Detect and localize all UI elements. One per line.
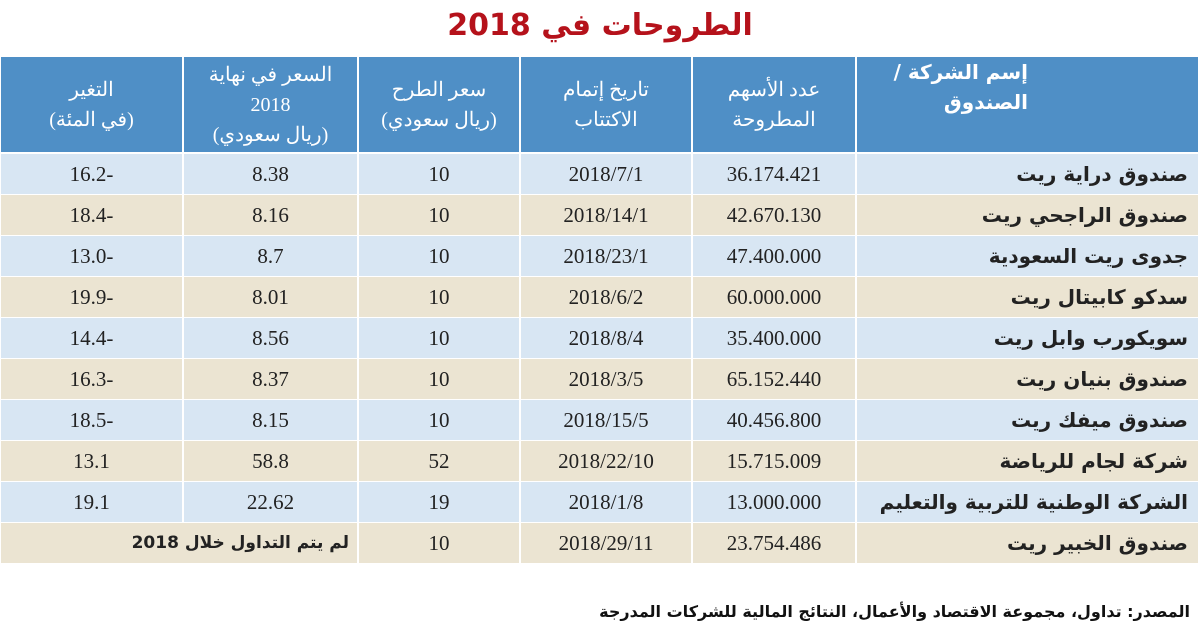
cell-ipo-price: 10 [357, 277, 519, 317]
cell-change: -19.9 [69, 284, 114, 309]
cell-change: -18.5 [69, 407, 114, 432]
cell-end-price: 8.01 [182, 277, 357, 317]
cell-change: 13.1 [73, 448, 110, 473]
header-shares: عدد الأسهم المطروحة [691, 57, 855, 152]
cell-change: -13.0 [69, 243, 114, 268]
table-header [1, 57, 1198, 154]
cell-end-price: 8.37 [182, 359, 357, 399]
cell-name: صندوق بنيان ريت [855, 359, 1198, 399]
table-row [1, 400, 1198, 441]
header-date: تاريخ إتمام الاكتتاب [519, 57, 691, 152]
table-row [1, 236, 1198, 277]
cell-date: 2018/29/11 [519, 523, 691, 563]
cell-date: 2018/7/1 [519, 154, 691, 194]
source-note: المصدر: تداول، مجموعة الاقتصاد والأعمال، النتائج المالية للشركات المدرجة [599, 602, 1190, 621]
cell-shares: 42.670.130 [691, 195, 855, 235]
table-row [1, 277, 1198, 318]
table-row [1, 482, 1198, 523]
cell-shares: 35.400.000 [691, 318, 855, 358]
cell-ipo-price: 10 [357, 318, 519, 358]
table-body [1, 154, 1198, 523]
header-end-price: السعر في نهاية 2018 (ريال سعودي) [182, 57, 357, 152]
cell-end-price: 58.8 [182, 441, 357, 481]
cell-shares: 47.400.000 [691, 236, 855, 276]
cell-shares: 23.754.486 [691, 523, 855, 563]
cell-ipo-price: 10 [357, 236, 519, 276]
cell-ipo-price: 10 [357, 154, 519, 194]
cell-name: سويكورب وابل ريت [855, 318, 1198, 358]
cell-name: شركة لجام للرياضة [855, 441, 1198, 481]
cell-ipo-price: 19 [357, 482, 519, 522]
cell-end-price: 8.56 [182, 318, 357, 358]
cell-date: 2018/3/5 [519, 359, 691, 399]
cell-name: صندوق دراية ريت [855, 154, 1198, 194]
cell-date: 2018/6/2 [519, 277, 691, 317]
cell-name: صندوق الخبير ريت [855, 523, 1198, 563]
cell-change: -16.2 [69, 161, 114, 186]
header-name: إسم الشركة / الصندوق [855, 57, 1198, 152]
cell-date: 2018/23/1 [519, 236, 691, 276]
table-row [1, 359, 1198, 400]
cell-date: 2018/14/1 [519, 195, 691, 235]
cell-end-price: 8.15 [182, 400, 357, 440]
cell-ipo-price: 10 [357, 523, 519, 563]
table-row [1, 441, 1198, 482]
table-row [1, 154, 1198, 195]
cell-change: -16.3 [69, 366, 114, 391]
ipo-table [1, 57, 1198, 564]
cell-name: سدكو كابيتال ريت [855, 277, 1198, 317]
cell-date: 2018/22/10 [519, 441, 691, 481]
cell-name: صندوق ميفك ريت [855, 400, 1198, 440]
cell-change: -18.4 [69, 202, 114, 227]
cell-name: الشركة الوطنية للتربية والتعليم [855, 482, 1198, 522]
cell-shares: 40.456.800 [691, 400, 855, 440]
cell-shares: 65.152.440 [691, 359, 855, 399]
cell-name: جدوى ريت السعودية [855, 236, 1198, 276]
cell-shares: 36.174.421 [691, 154, 855, 194]
cell-date: 2018/8/4 [519, 318, 691, 358]
cell-date: 2018/15/5 [519, 400, 691, 440]
cell-end-price: 8.16 [182, 195, 357, 235]
cell-change: 19.1 [73, 489, 110, 514]
page-title: الطروحات في 2018 [447, 8, 753, 43]
cell-shares: 13.000.000 [691, 482, 855, 522]
cell-end-price: 8.38 [182, 154, 357, 194]
cell-ipo-price: 10 [357, 359, 519, 399]
cell-date: 2018/1/8 [519, 482, 691, 522]
table-row [1, 523, 1198, 564]
cell-change: -14.4 [69, 325, 114, 350]
table-row [1, 195, 1198, 236]
header-change: التغير (في المئة) [49, 78, 134, 131]
cell-ipo-price: 10 [357, 195, 519, 235]
cell-shares: 15.715.009 [691, 441, 855, 481]
cell-ipo-price: 10 [357, 400, 519, 440]
cell-shares: 60.000.000 [691, 277, 855, 317]
cell-ipo-price: 52 [357, 441, 519, 481]
cell-name: صندوق الراجحي ريت [855, 195, 1198, 235]
table-row [1, 318, 1198, 359]
cell-end-price: 22.62 [182, 482, 357, 522]
header-ipo-price: سعر الطرح (ريال سعودي) [357, 57, 519, 152]
cell-end-price: 8.7 [182, 236, 357, 276]
cell-note: لم يتم التداول خلال 2018 [131, 533, 349, 553]
